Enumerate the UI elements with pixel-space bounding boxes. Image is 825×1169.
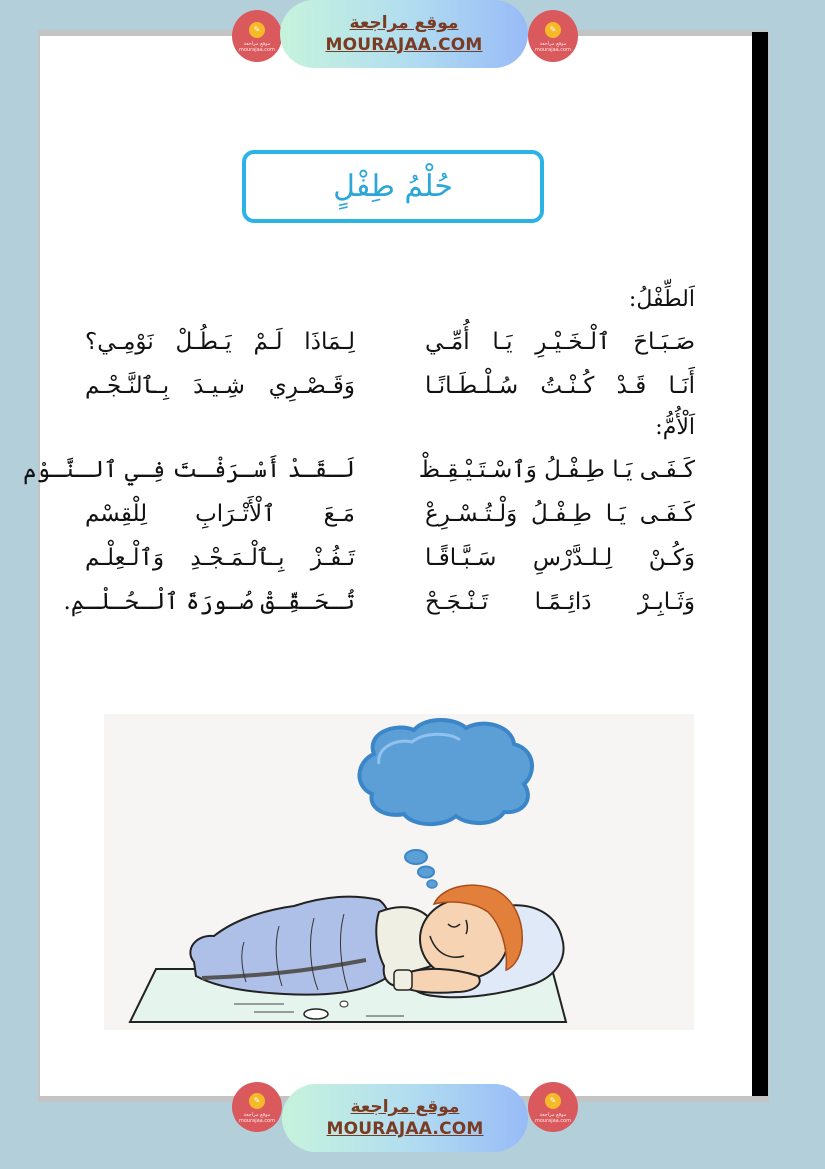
verse	[63, 580, 695, 624]
verse-second-hemistich: وَقَـصْـرِي شِـيـدَ بِـٱلنَّـجْـم	[85, 373, 355, 399]
verse	[85, 320, 695, 364]
site-link[interactable]	[282, 1084, 528, 1152]
watermark-banner-bottom	[0, 1082, 825, 1152]
poem	[23, 280, 695, 624]
sleeping-bag-shape	[190, 897, 392, 995]
site-name-arabic[interactable]: موقع مراجعة	[350, 1097, 460, 1117]
verse-second-hemistich: تَـفُـزْ بِـٱلْـمَـجْـدِ وَٱلْـعِلْـم	[85, 545, 355, 571]
badge-text: موقع مراجعة mourajaa.com	[238, 40, 275, 53]
verse-second-hemistich: مَـعَ ٱلْأَتْـرَابِ لِلْقِسْم	[85, 501, 355, 527]
thought-bubble-icon	[359, 720, 532, 888]
page-edge	[752, 32, 768, 1096]
verse-first-hemistich: كَـفَـى يَـا طِـفْـلُ وَٱسْـتَـيْـقِـظْ	[418, 457, 695, 483]
watermark-banner-top	[0, 0, 825, 70]
book-icon: ✎	[249, 1093, 265, 1109]
site-badge-right	[528, 10, 578, 62]
badge-text: موقع مراجعة mourajaa.com	[534, 40, 571, 53]
badge-text: موقع مراجعة mourajaa.com	[534, 1111, 571, 1124]
lesson-title: حُلْمُ طِفْلٍ	[333, 169, 453, 204]
site-badge-left	[232, 1082, 282, 1132]
site-name-arabic[interactable]: موقع مراجعة	[349, 13, 459, 33]
verse	[85, 492, 695, 536]
hand-shape	[402, 969, 480, 993]
verse-first-hemistich: صَـبَـاحَ ٱلْـخَـيْـرِ يَـا أُمِّـي	[425, 329, 695, 355]
verse-first-hemistich: وَثَـابِـرْ دَائِـمًـا تَـنْـجَـحْ	[425, 589, 695, 615]
verse	[23, 448, 695, 492]
verse-first-hemistich: كَـفَـى يَـا طِـفْـلُ وَلْـتُـسْـرِعْ	[425, 501, 695, 527]
speaker-mother: اَلْأُمُّ:	[655, 415, 695, 440]
sleeping-child-image	[104, 714, 694, 1030]
site-name-english[interactable]: MOURAJAA.COM	[325, 35, 483, 55]
verse	[85, 364, 695, 408]
badge-text: موقع مراجعة mourajaa.com	[238, 1111, 275, 1124]
lesson-title-box	[242, 150, 544, 223]
sleeping-child-illustration	[104, 714, 694, 1030]
verse	[85, 536, 695, 580]
site-name-english[interactable]: MOURAJAA.COM	[326, 1119, 484, 1139]
book-icon: ✎	[545, 22, 561, 38]
verse-second-hemistich: تُـحَـقِّـقْ صُـورَةَ ٱلْـحُـلْـمِ.	[63, 589, 355, 615]
speaker-child: اَلطِّفْلُ:	[628, 287, 695, 312]
site-badge-left	[232, 10, 282, 62]
site-badge-right	[528, 1082, 578, 1132]
book-icon: ✎	[249, 22, 265, 38]
verse-second-hemistich: لَـقَـدْ أَسْـرَفْـتَ فِـي ٱلـنَّـوْم	[23, 457, 355, 483]
book-icon: ✎	[545, 1093, 561, 1109]
verse-second-hemistich: لِـمَاذَا لَـمْ يَـطُـلْ نَوْمِـي؟	[85, 329, 355, 355]
site-link[interactable]	[280, 0, 528, 68]
verse-first-hemistich: وَكُـنْ لِـلـدَّرْسِ سَـبَّـاقًـا	[425, 545, 695, 571]
verse-first-hemistich: أَنَـا قَـدْ كُـنْـتُ سُـلْـطَـانًـا	[425, 373, 695, 399]
